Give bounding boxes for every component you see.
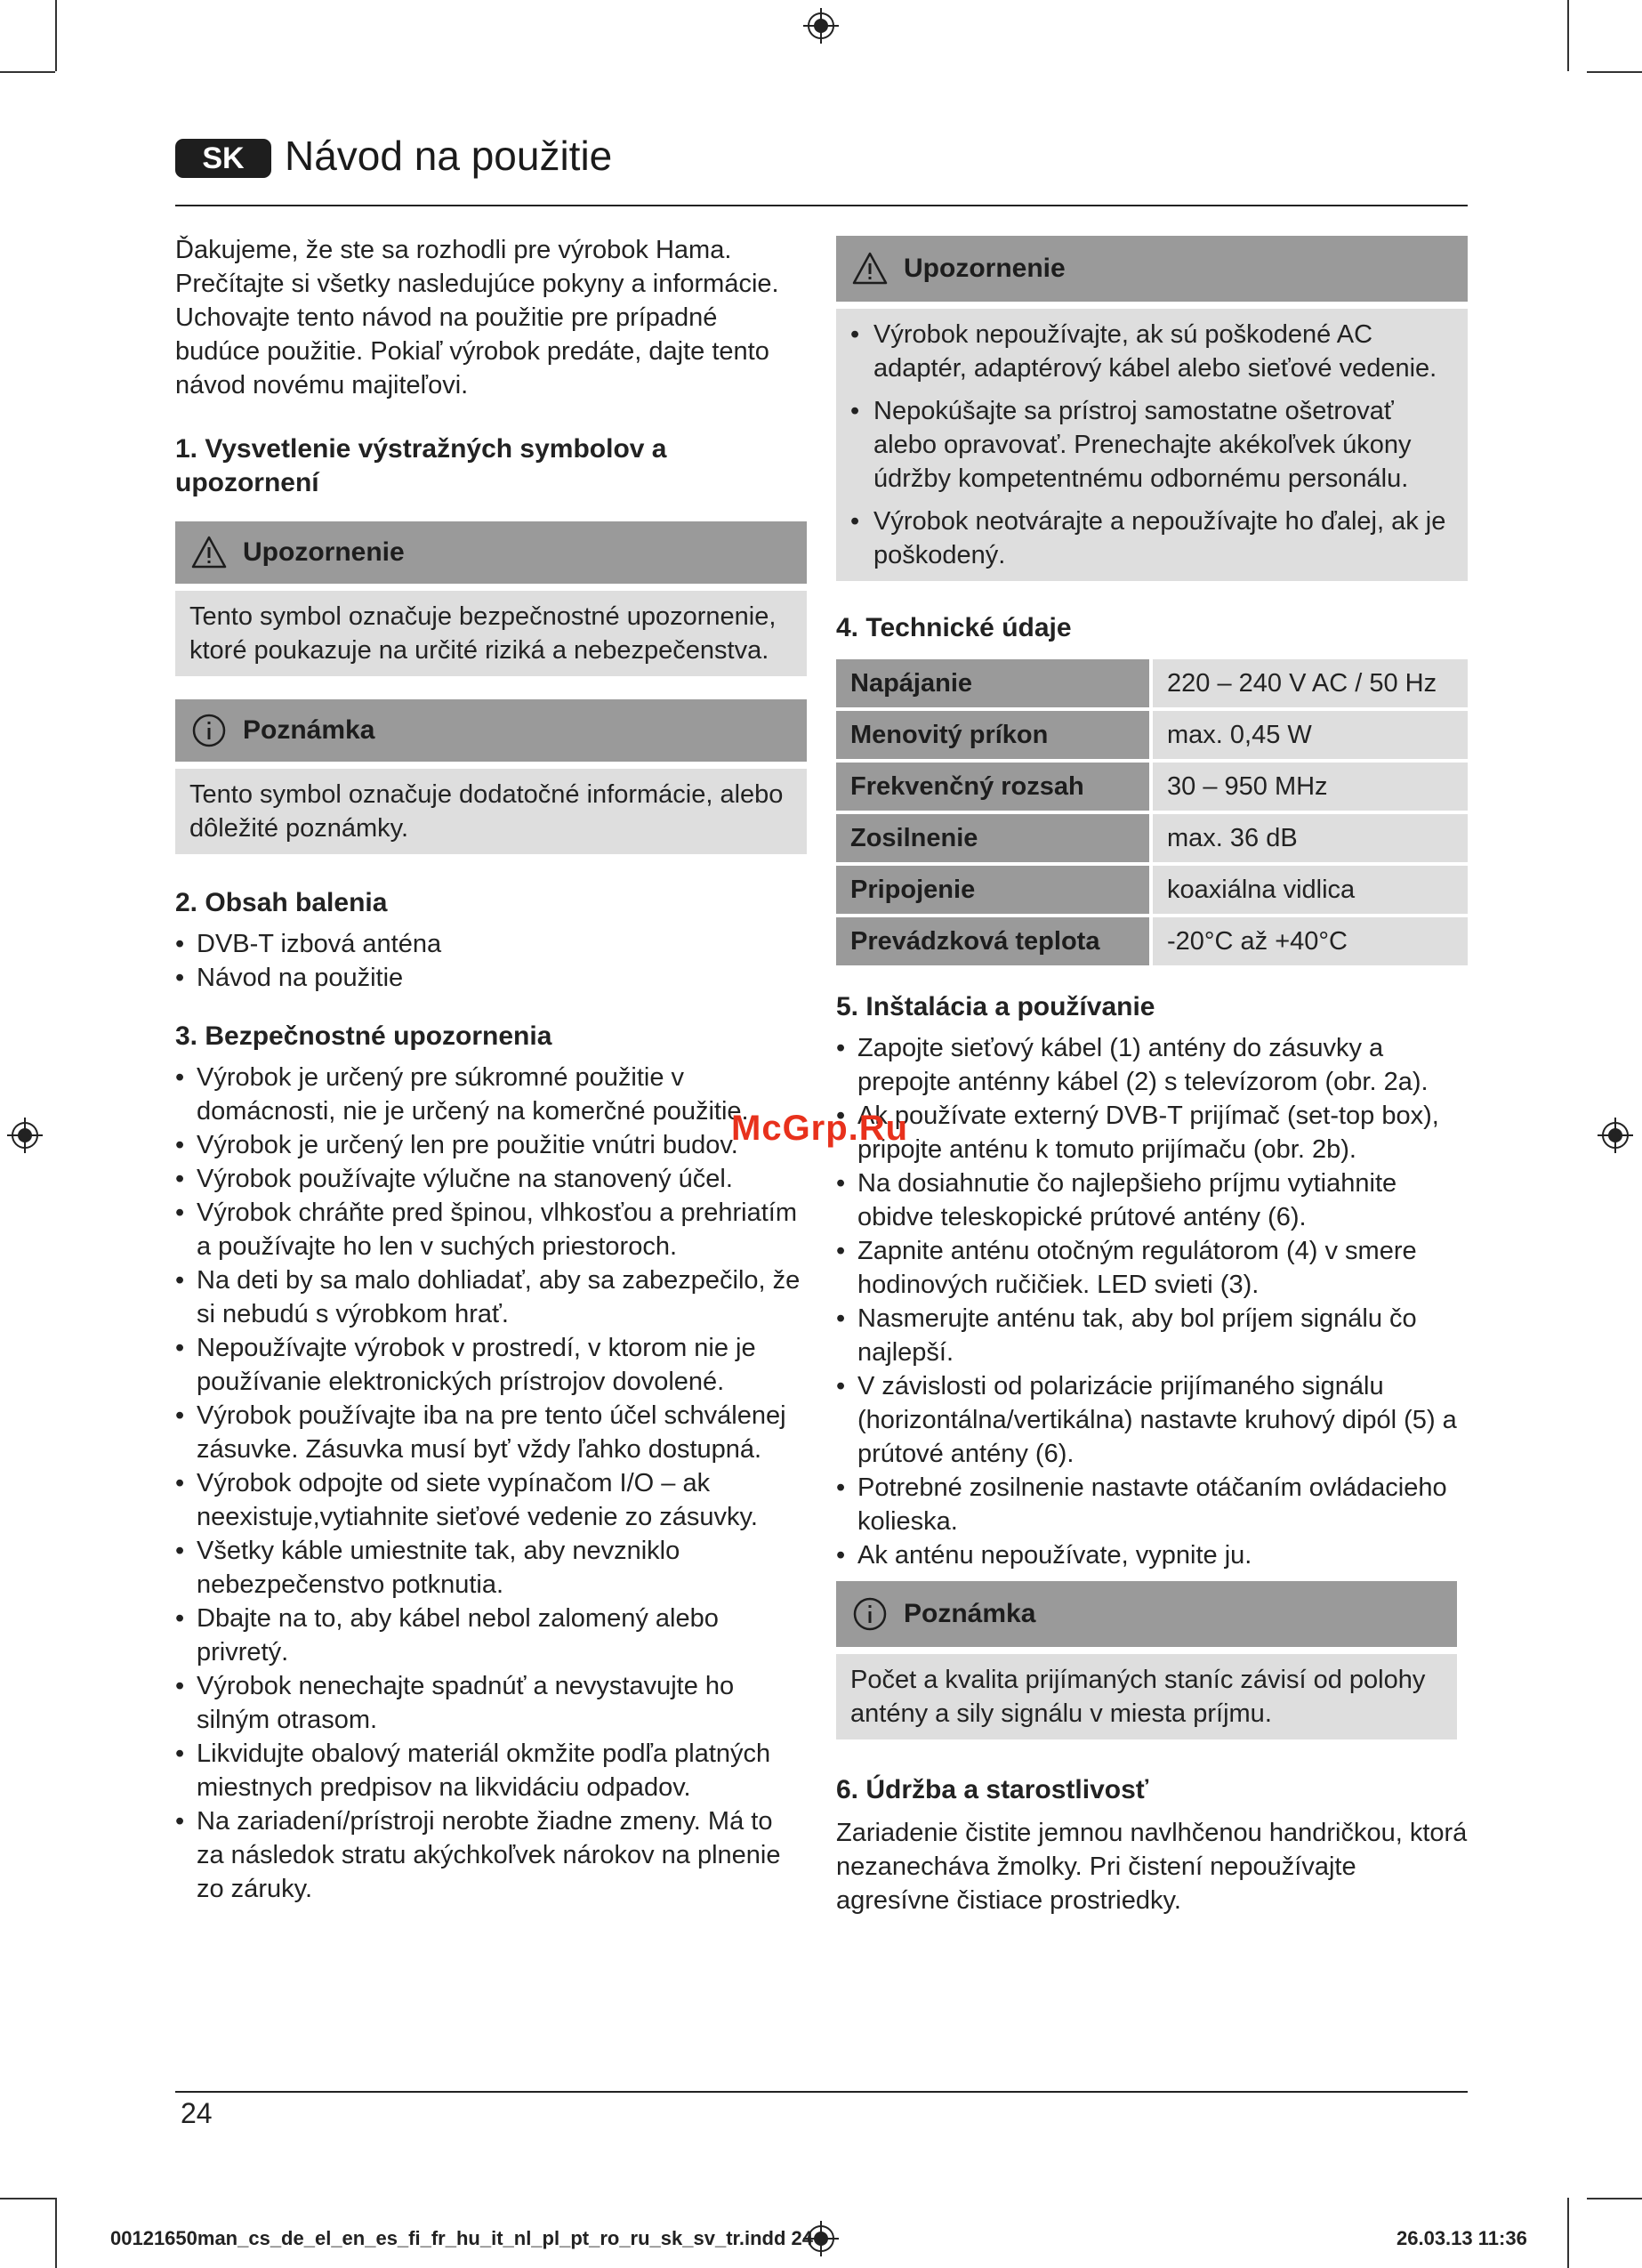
list-item: • Likvidujte obalový materiál okmžite podľa platných miestnych predpisov na likvidáciu odpadov. — [175, 1737, 807, 1804]
list-item: • Výrobok nepoužívajte, ak sú poškodené AC adaptér, adaptérový kábel alebo sieťové vedenie. — [850, 318, 1453, 385]
section-5-heading: 5. Inštalácia a používanie — [836, 992, 1155, 1021]
spec-key: Menovitý príkon — [836, 711, 1149, 759]
print-slug-timestamp: 26.03.13 11:36 — [1397, 2227, 1527, 2249]
print-slug-filename: 00121650man_cs_de_el_en_es_fi_fr_hu_it_nl_pl_pt_ro_ru_sk_sv_tr.indd 24 — [110, 2227, 814, 2249]
info-circle-icon — [191, 713, 227, 748]
list-item: • Výrobok odpojte od siete vypínačom I/O – ak neexistuje,vytiahnite sieťové vedenie zo zásuvky. — [175, 1466, 807, 1534]
crop-mark — [1567, 2198, 1569, 2268]
spec-value: -20°C až +40°C — [1149, 917, 1468, 965]
warning-box-header — [175, 521, 807, 584]
note-box-label: Poznámka — [243, 715, 375, 745]
note-box — [175, 699, 807, 854]
warning-triangle-icon — [191, 535, 227, 570]
table-row — [836, 866, 1468, 914]
section-4-heading: 4. Technické údaje — [836, 613, 1072, 642]
crop-mark — [55, 0, 57, 71]
registration-mark-icon — [803, 8, 839, 44]
spec-key: Frekvenčný rozsah — [836, 763, 1149, 811]
spec-value: 220 – 240 V AC / 50 Hz — [1149, 659, 1468, 707]
footer-divider — [175, 2091, 1468, 2093]
spec-value: max. 0,45 W — [1149, 711, 1468, 759]
crop-mark — [1587, 2198, 1642, 2199]
warning-box-right — [836, 236, 1468, 581]
crop-mark — [1587, 71, 1642, 73]
list-item: • Nepokúšajte sa prístroj samostatne ošetrovať alebo opravovať. Prenechajte akékoľvek úkony údržby kompetentnému odbornému personálu. — [850, 394, 1453, 496]
list-item: • Zapojte sieťový kábel (1) antény do zásuvky a prepojte anténny kábel (2) s televízorom (obr. 2a). — [836, 1031, 1468, 1099]
safety-list — [175, 1061, 807, 1906]
watermark: McGrp.Ru — [731, 1109, 909, 1148]
package-contents-list — [175, 927, 807, 995]
language-badge: SK — [175, 139, 271, 178]
table-row — [836, 763, 1468, 811]
intro-text: Ďakujeme, že ste sa rozhodli pre výrobok Hama. Prečítajte si všetky nasledujúce pokyny a informácie. Uchovajte tento návod na použitie pre prípadné budúce použitie. Pokiaľ výrobok predáte, dajte tento návod novému majiteľovi. — [175, 236, 779, 400]
crop-mark — [0, 2198, 55, 2199]
note-box-label: Poznámka — [904, 1599, 1036, 1628]
header-divider — [175, 205, 1468, 206]
list-item: • Všetky káble umiestnite tak, aby nevzniklo nebezpečenstvo potknutia. — [175, 1534, 807, 1602]
table-row — [836, 917, 1468, 965]
warning-box-body — [836, 309, 1468, 581]
specs-table — [836, 656, 1468, 969]
warning-box-header — [836, 236, 1468, 302]
list-item: • Výrobok neotvárajte a nepoužívajte ho ďalej, ak je poškodený. — [850, 504, 1453, 572]
spec-key: Prevádzková teplota — [836, 917, 1149, 965]
warning-list — [850, 318, 1453, 572]
section-2-heading: 2. Obsah balenia — [175, 888, 388, 917]
table-row — [836, 659, 1468, 707]
spec-value: max. 36 dB — [1149, 814, 1468, 862]
spec-value: 30 – 950 MHz — [1149, 763, 1468, 811]
spec-key: Napájanie — [836, 659, 1149, 707]
crop-mark — [0, 71, 55, 73]
list-item: • Výrobok chráňte pred špinou, vlhkosťou a prehriatím a používajte ho len v suchých priestoroch. — [175, 1196, 807, 1263]
crop-mark — [55, 2198, 57, 2268]
list-item: • Na zariadení/prístroji nerobte žiadne zmeny. Má to za následok stratu akýchkoľvek nárokov na plnenie zo záruky. — [175, 1804, 807, 1906]
list-item: • Nasmerujte anténu tak, aby bol príjem signálu čo najlepší. — [836, 1302, 1468, 1369]
note-box-header — [836, 1581, 1457, 1647]
list-item: • Nepoužívajte výrobok v prostredí, v ktorom nie je používanie elektronických prístrojov dovolené. — [175, 1331, 807, 1399]
warning-triangle-icon — [852, 251, 888, 287]
right-column — [836, 236, 1468, 1917]
warning-box-label: Upozornenie — [243, 537, 405, 567]
registration-mark-icon — [7, 1118, 43, 1153]
list-item: • Ak anténu nepoužívate, vypnite ju. — [836, 1538, 1468, 1572]
maintenance-text: Zariadenie čistite jemnou navlhčenou handričkou, ktorá nezanecháva žmolky. Pri čistení nepoužívajte agresívne čistiace prostriedky. — [836, 1819, 1468, 1915]
list-item: • Na dosiahnutie čo najlepšieho príjmu vytiahnite obidve teleskopické prútové antény (6). — [836, 1166, 1468, 1234]
list-item: • Dbajte na to, aby kábel nebol zalomený alebo privretý. — [175, 1602, 807, 1669]
left-column — [175, 233, 807, 1906]
list-item: • Na deti by sa malo dohliadať, aby sa zabezpečilo, že si nebudú s výrobkom hrať. — [175, 1263, 807, 1331]
list-item: • Potrebné zosilnenie nastavte otáčaním ovládacieho kolieska. — [836, 1471, 1468, 1538]
warning-box — [175, 521, 807, 676]
installation-list — [836, 1031, 1468, 1572]
section-3-heading: 3. Bezpečnostné upozornenia — [175, 1021, 552, 1051]
registration-mark-icon — [1598, 1118, 1633, 1153]
note-box-text: Tento symbol označuje dodatočné informácie, alebo dôležité poznámky. — [175, 769, 807, 854]
table-row — [836, 711, 1468, 759]
list-item: • Ak používate externý DVB-T prijímač (set-top box), pripojte anténu k tomuto prijímaču (obr. 2b). — [836, 1099, 1468, 1166]
spec-key: Pripojenie — [836, 866, 1149, 914]
table-row — [836, 814, 1468, 862]
note-box-right — [836, 1581, 1457, 1739]
section-1-heading: 1. Vysvetlenie výstražných symbolov a upozornení — [175, 434, 667, 497]
section-6-heading: 6. Údržba a starostlivosť — [836, 1775, 1149, 1804]
spec-value: koaxiálna vidlica — [1149, 866, 1468, 914]
spec-key: Zosilnenie — [836, 814, 1149, 862]
note-box-header — [175, 699, 807, 762]
warning-box-label: Upozornenie — [904, 254, 1066, 283]
list-item: • Zapnite anténu otočným regulátorom (4) v smere hodinových ručičiek. LED svieti (3). — [836, 1234, 1468, 1302]
list-item: • Výrobok je určený len pre použitie vnútri budov. — [175, 1128, 807, 1162]
list-item: • Výrobok používajte iba na pre tento účel schválenej zásuvke. Zásuvka musí byť vždy ľahko dostupná. — [175, 1399, 807, 1466]
list-item: • DVB-T izbová anténa — [175, 927, 807, 961]
list-item: • Výrobok používajte výlučne na stanovený účel. — [175, 1162, 807, 1196]
list-item: • Návod na použitie — [175, 961, 807, 995]
crop-mark — [1567, 0, 1569, 71]
info-circle-icon — [852, 1596, 888, 1632]
page-title: Návod na použitie — [285, 133, 613, 179]
list-item: • V závislosti od polarizácie prijímaného signálu (horizontálna/vertikálna) nastavte kruhový dipól (5) a prútové antény (6). — [836, 1369, 1468, 1471]
list-item: • Výrobok nenechajte spadnúť a nevystavujte ho silným otrasom. — [175, 1669, 807, 1737]
note-box-text: Počet a kvalita prijímaných staníc závisí od polohy antény a sily signálu v miesta príjmu. — [836, 1654, 1457, 1739]
page-number: 24 — [181, 2097, 213, 2129]
list-item: • Výrobok je určený pre súkromné použitie v domácnosti, nie je určený na komerčné použitie. — [175, 1061, 807, 1128]
warning-box-text: Tento symbol označuje bezpečnostné upozornenie, ktoré poukazuje na určité riziká a nebezpečenstva. — [175, 591, 807, 676]
